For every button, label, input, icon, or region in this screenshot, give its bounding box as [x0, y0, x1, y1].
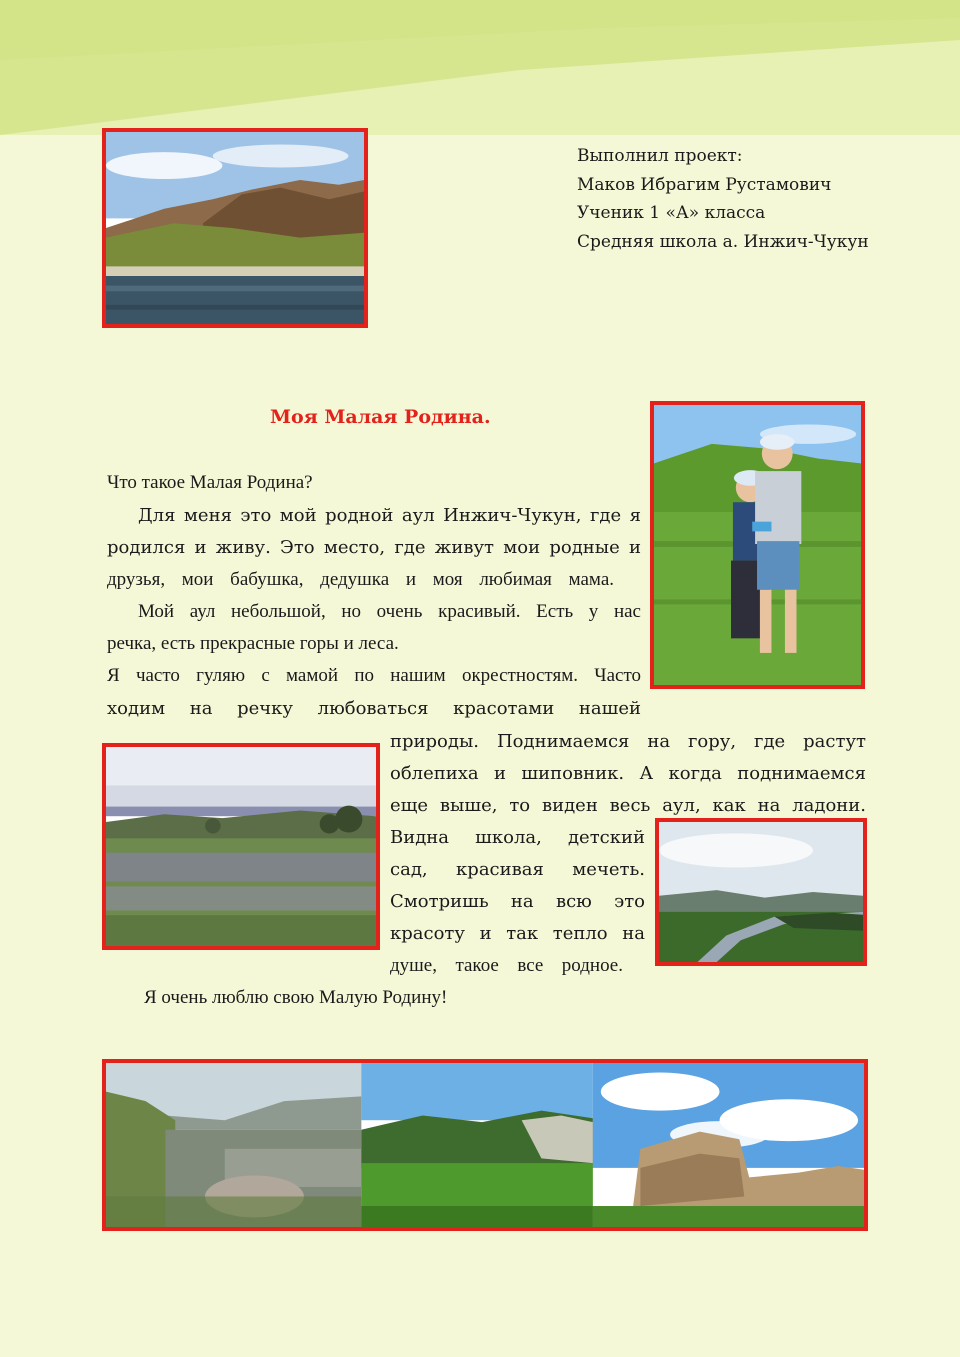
author-block	[577, 142, 937, 256]
text-line: красоту и так тепло на	[390, 923, 645, 944]
photo-meadow	[102, 743, 380, 950]
text-line: Видна школа, детский	[390, 827, 645, 848]
page-title: Моя Малая Родина.	[270, 406, 491, 428]
author-line-2: Маков Ибрагим Рустамович	[577, 174, 832, 195]
text-line: природы. Поднимаемся на гору, где растут	[390, 731, 866, 752]
text-line: облепиха и шиповник. А когда поднимаемся	[390, 763, 866, 784]
text-line: речка, есть прекрасные горы и леса.	[107, 633, 399, 654]
text-line: Я часто гуляю с мамой по нашим окрестностям. Часто	[107, 665, 641, 686]
text-line: еще выше, то виден весь аул, как на ладони.	[390, 795, 866, 816]
text-line: ходим на речку любоваться красотами нашей	[107, 698, 641, 719]
text-line: друзья, мои бабушка, дедушка и моя любимая мама.	[107, 569, 614, 590]
author-line-4: Средняя школа а. Инжич-Чукун	[577, 231, 869, 252]
text-line: Смотришь на всю это	[390, 891, 645, 912]
photo-river-valley	[102, 128, 368, 328]
author-line-3: Ученик 1 «А» класса	[577, 203, 766, 223]
photo-river-bend	[655, 818, 867, 966]
text-line: Мой аул небольшой, но очень красивый. Есть у нас	[138, 601, 641, 622]
text-line: сад, красивая мечеть.	[390, 859, 645, 880]
text-line: родился и живу. Это место, где живут мои родные и	[107, 537, 641, 558]
text-line: Для меня это мой родной аул Инжич-Чукун, где я	[138, 505, 641, 526]
text-line: Я очень люблю свою Малую Родину!	[144, 987, 448, 1008]
photo-panorama	[102, 1059, 868, 1231]
text-line: Что такое Малая Родина?	[107, 472, 313, 493]
photo-two-boys	[650, 401, 865, 689]
author-line-1: Выполнил проект:	[577, 146, 743, 166]
text-line: душе, такое все родное.	[390, 955, 623, 976]
